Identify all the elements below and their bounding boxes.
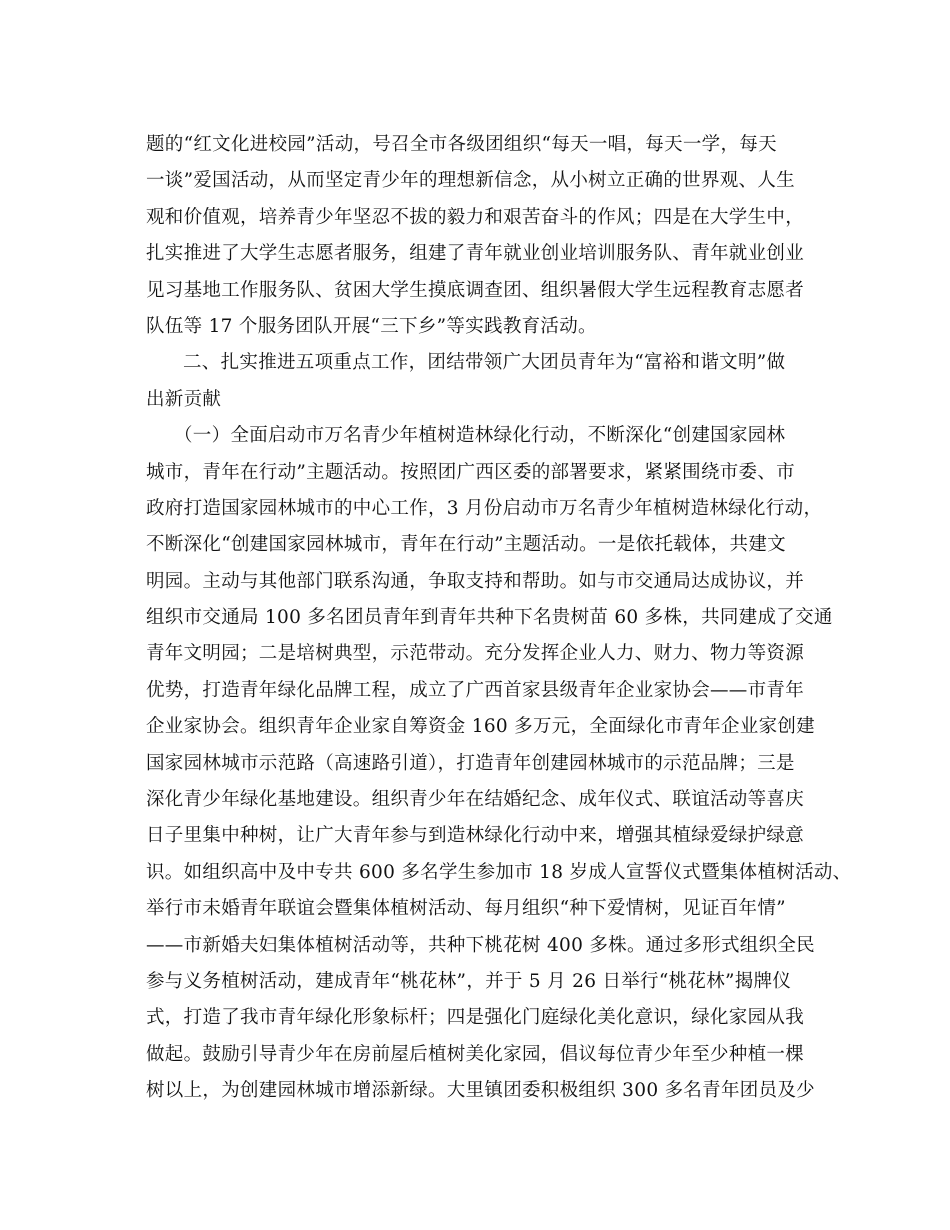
text-line: 扎实推进了大学生志愿者服务，组建了青年就业创业培训服务队、青年就业创业 (146, 243, 805, 265)
section-heading-line: 出新贡献 (146, 388, 222, 410)
body-text (146, 127, 852, 1110)
text-line: 组织市交通局 100 多名团员青年到青年共种下名贵树苗 60 多株，共同建成了交通 (146, 607, 833, 629)
text-line: 青年文明园；二是培树典型，示范带动。充分发挥企业人力、财力、物力等资源 (146, 643, 805, 665)
section-heading-line: 二、扎实推进五项重点工作，团结带领广大团员青年为“富裕和谐文明”做 (183, 352, 786, 374)
text-line: 做起。鼓励引导青少年在房前屋后植树美化家园，倡议每位青少年至少种植一棵 (146, 1043, 805, 1065)
text-line: 一谈”爱国活动，从而坚定青少年的理想新信念，从小树立正确的世界观、人生 (146, 170, 795, 192)
text-line: 日子里集中种树，让广大青年参与到造林绿化行动中来，增强其植绿爱绿护绿意 (146, 825, 805, 847)
text-line: 城市，青年在行动”主题活动。按照团广西区委的部署要求，紧紧围绕市委、市 (146, 461, 795, 483)
text-line: 识。如组织高中及中专共 600 多名学生参加市 18 岁成人宣誓仪式暨集体植树活动、 (146, 861, 852, 883)
text-line: ——市新婚夫妇集体植树活动等，共种下桃花树 400 多株。通过多形式组织全民 (146, 934, 815, 956)
text-line: 队伍等 17 个服务团队开展“三下乡”等实践教育活动。 (146, 315, 597, 337)
text-line: 深化青少年绿化基地建设。组织青少年在结婚纪念、成年仪式、联谊活动等喜庆 (146, 789, 805, 811)
text-line: 企业家协会。组织青年企业家自筹资金 160 多万元，全面绿化市青年企业家创建 (146, 716, 815, 738)
text-line: 政府打造国家园林城市的中心工作，3 月份启动市万名青少年植树造林绿化行动， (146, 497, 823, 519)
text-line: 题的“红文化进校园”活动，号召全市各级团组织“每天一唱，每天一学，每天 (146, 134, 777, 155)
text-line: 国家园林城市示范路（高速路引道），打造青年创建园林城市的示范品牌；三是 (146, 752, 795, 774)
text-line: 举行市未婚青年联谊会暨集体植树活动、每月组织“种下爱情树，见证百年情” (146, 898, 786, 920)
text-line: 式，打造了我市青年绿化形象标杆；四是强化门庭绿化美化意识，绿化家园从我 (146, 1007, 805, 1029)
text-line: 明园。主动与其他部门联系沟通，争取支持和帮助。如与市交通局达成协议，并 (146, 570, 805, 592)
text-line: 参与义务植树活动，建成青年“桃花林”，并于 5 月 26 日举行“桃花林”揭牌仪 (146, 970, 792, 992)
text-line: 树以上，为创建园林城市增添新绿。大里镇团委积极组织 300 多名青年团员及少 (146, 1080, 815, 1102)
subsection-heading-line: （一）全面启动市万名青少年植树造林绿化行动，不断深化“创建国家园林 (174, 425, 786, 447)
text-line: 不断深化“创建国家园林城市，青年在行动”主题活动。一是依托载体，共建文 (146, 534, 786, 556)
text-line: 见习基地工作服务队、贫困大学生摸底调查团、组织暑假大学生远程教育志愿者 (146, 279, 805, 301)
text-line: 优势，打造青年绿化品牌工程，成立了广西首家县级青年企业家协会——市青年 (146, 679, 805, 701)
text-line: 观和价值观，培养青少年坚忍不拔的毅力和艰苦奋斗的作风；四是在大学生中， (146, 206, 805, 228)
